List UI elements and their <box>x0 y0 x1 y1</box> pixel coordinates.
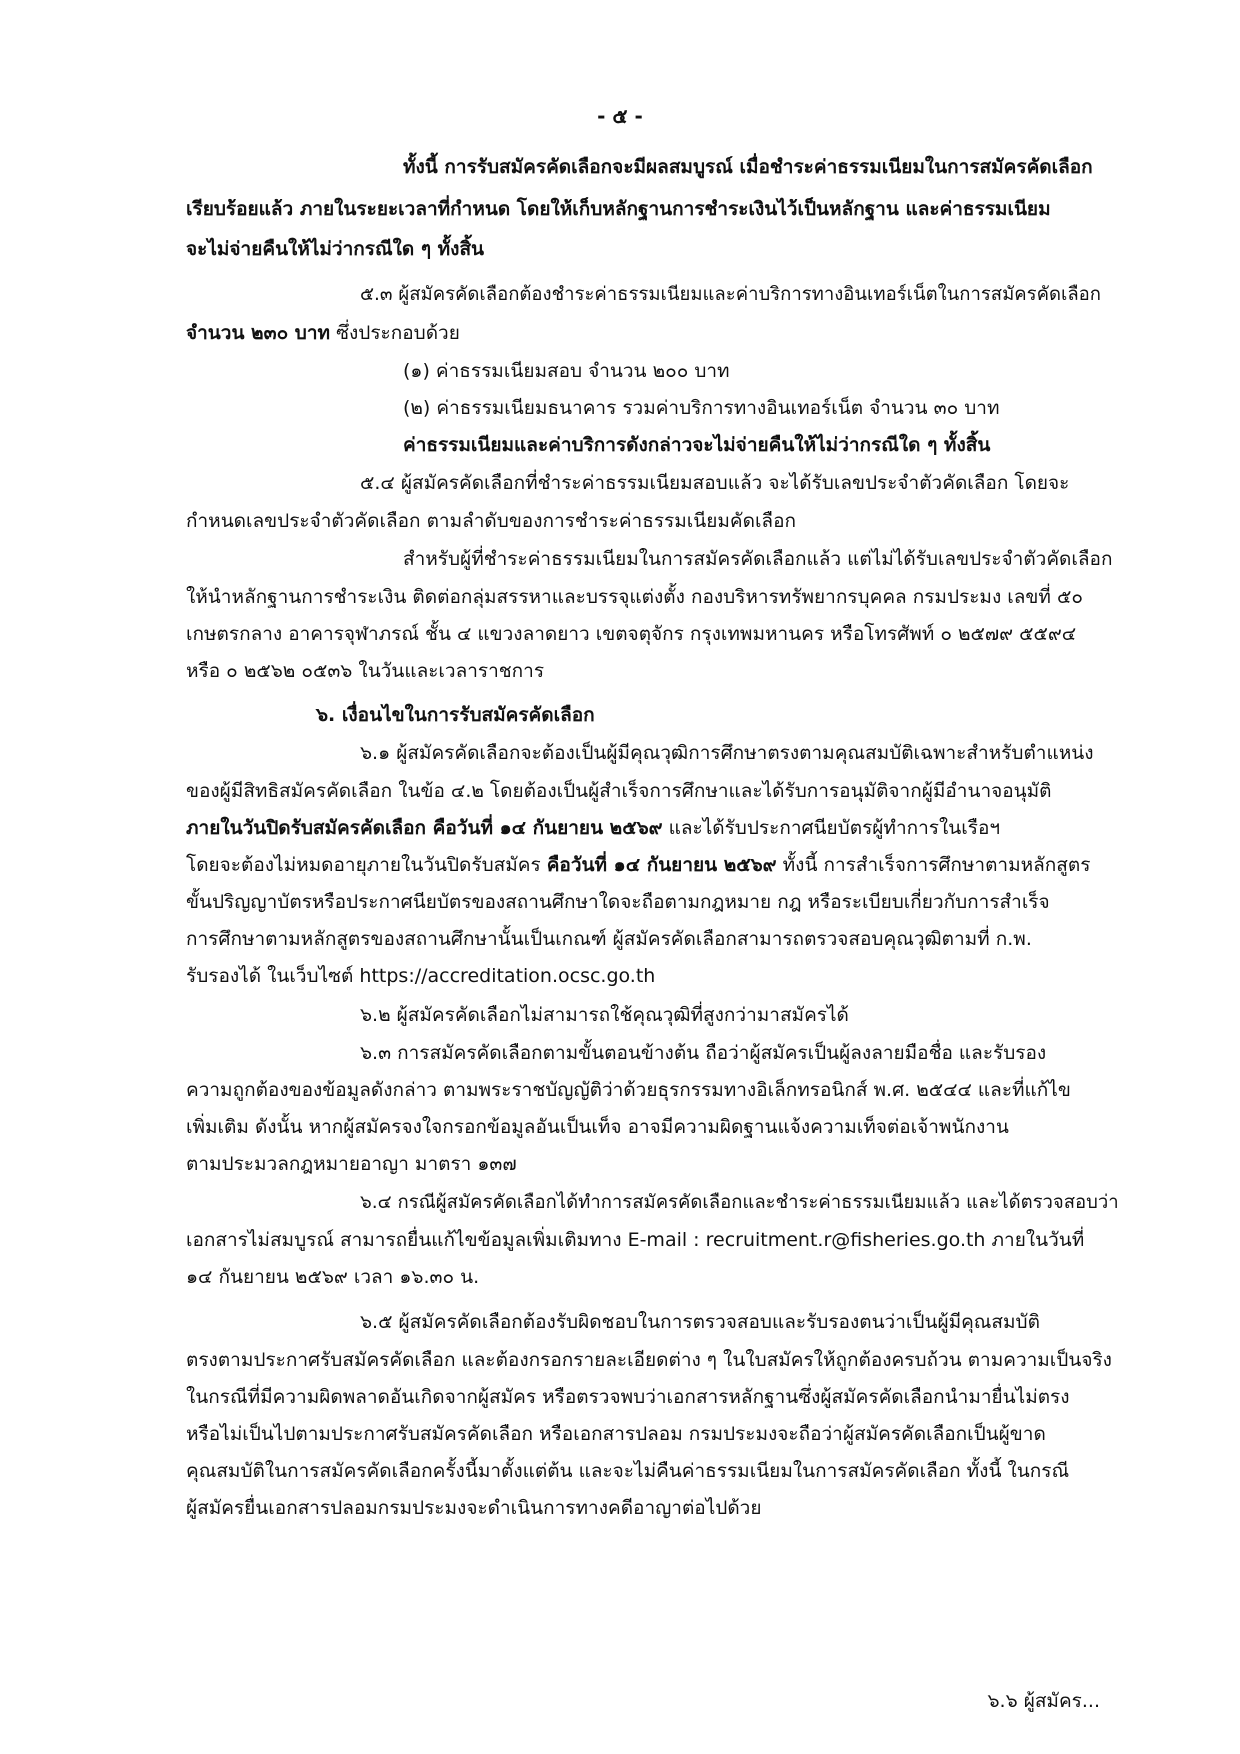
intro-line-1: ทั้งนี้ การรับสมัครคัดเลือกจะมีผลสมบูรณ์ เมื่อชำระค่าธรรมเนียมในการสมัครคัดเลือก <box>403 156 1093 178</box>
s5-3-line-2 <box>186 320 460 346</box>
s5-4-line-6: หรือ ๐ ๒๕๖๒ ๐๕๓๖ ในวันและเวลาราชการ <box>186 660 545 682</box>
s6-1-line-3 <box>186 815 1000 841</box>
s6-2: ๖.๒ ผู้สมัครคัดเลือกไม่สามารถใช้คุณวุฒิที่สูงกว่ามาสมัครได้ <box>360 1004 849 1026</box>
s6-3-line-3: เพิ่มเติม ดังนั้น หากผู้สมัครจงใจกรอกข้อมูลอันเป็นเท็จ อาจมีความผิดฐานแจ้งความเท็จต่อเจ้าพนักงาน <box>186 1116 1009 1138</box>
s6-1-line-6: การศึกษาตามหลักสูตรของสถานศึกษานั้นเป็นเกณฑ์ ผู้สมัครคัดเลือกสามารถตรวจสอบคุณวุฒิตามที่ ก.พ. <box>186 928 1032 950</box>
s6-4-line-2: เอกสารไม่สมบูรณ์ สามารถยื่นแก้ไขข้อมูลเพิ่มเติมทาง E-mail : recruitment.r@fisheries.go.th ภายในวันที่ <box>186 1229 1085 1251</box>
continuation-footer: ๖.๖ ผู้สมัคร... <box>987 1690 1100 1712</box>
s5-3-item-2: (๒) ค่าธรรมเนียมธนาคาร รวมค่าบริการทางอินเทอร์เน็ต จำนวน ๓๐ บาท <box>403 397 1000 419</box>
s6-5-line-5: คุณสมบัติในการสมัครคัดเลือกครั้งนี้มาตั้งแต่ต้น และจะไม่คืนค่าธรรมเนียมในการสมัครคัดเลือก ทั้งนี้ ในกรณี <box>186 1460 1070 1482</box>
s5-3-note: ค่าธรรมเนียมและค่าบริการดังกล่าวจะไม่จ่ายคืนให้ไม่ว่ากรณีใด ๆ ทั้งสิ้น <box>403 434 991 456</box>
section-6-heading: ๖. เงื่อนไขในการรับสมัครคัดเลือก <box>316 704 595 726</box>
s5-4-line-2: กำหนดเลขประจำตัวคัดเลือก ตามลำดับของการชำระค่าธรรมเนียมคัดเลือก <box>186 510 796 532</box>
s6-3-line-4: ตามประมวลกฎหมายอาญา มาตรา ๑๓๗ <box>186 1153 517 1175</box>
s6-4-line-1: ๖.๔ กรณีผู้สมัครคัดเลือกได้ทำการสมัครคัดเลือกและชำระค่าธรรมเนียมแล้ว และได้ตรวจสอบว่า <box>360 1192 1119 1213</box>
s6-4-line-3: ๑๔ กันยายน ๒๕๖๙ เวลา ๑๖.๓๐ น. <box>186 1266 480 1288</box>
page-number: - ๕ - <box>597 104 643 128</box>
s5-4-line-1: ๕.๔ ผู้สมัครคัดเลือกที่ชำระค่าธรรมเนียมสอบแล้ว จะได้รับเลขประจำตัวคัดเลือก โดยจะ <box>360 472 1070 494</box>
s6-1-line-2: ของผู้มีสิทธิสมัครคัดเลือก ในข้อ ๔.๒ โดยต้องเป็นผู้สำเร็จการศึกษาและได้รับการอนุมัติจากผู้มีอำนาจอนุมัติ <box>186 780 1052 802</box>
s5-3-line-1: ๕.๓ ผู้สมัครคัดเลือกต้องชำระค่าธรรมเนียมและค่าบริการทางอินเทอร์เน็ตในการสมัครคัดเลือก <box>360 284 1101 305</box>
s6-1-line-7: รับรองได้ ในเว็บไซต์ https://accreditation.ocsc.go.th <box>186 965 656 987</box>
s5-4-line-4: ให้นำหลักฐานการชำระเงิน ติดต่อกลุ่มสรรหาและบรรจุแต่งตั้ง กองบริหารทรัพยากรบุคคล กรมประมง เลขที่ ๕๐ <box>186 586 1083 608</box>
s6-1-line-1: ๖.๑ ผู้สมัครคัดเลือกจะต้องเป็นผู้มีคุณวุฒิการศึกษาตรงตามคุณสมบัติเฉพาะสำหรับตำแหน่ง <box>360 742 1094 764</box>
intro-line-2: เรียบร้อยแล้ว ภายในระยะเวลาที่กำหนด โดยให้เก็บหลักฐานการชำระเงินไว้เป็นหลักฐาน และค่าธรรมเนียม <box>186 198 1051 220</box>
s6-1-deadline: ภายในวันปิดรับสมัครคัดเลือก คือวันที่ ๑๔ กันยายน ๒๕๖๙ <box>186 817 663 839</box>
s6-5-line-1: ๖.๕ ผู้สมัครคัดเลือกต้องรับผิดชอบในการตรวจสอบและรับรองตนว่าเป็นผู้มีคุณสมบัติ <box>360 1311 1040 1333</box>
s6-1-line-4 <box>186 852 1090 878</box>
intro-line-3: จะไม่จ่ายคืนให้ไม่ว่ากรณีใด ๆ ทั้งสิ้น <box>186 238 485 260</box>
s5-3-item-1: (๑) ค่าธรรมเนียมสอบ จำนวน ๒๐๐ บาท <box>403 360 730 382</box>
s6-5-line-6: ผู้สมัครยื่นเอกสารปลอมกรมประมงจะดำเนินการทางคดีอาญาต่อไปด้วย <box>186 1497 762 1519</box>
s6-1-graduation: ทั้งนี้ การสำเร็จการศึกษาตามหลักสูตร <box>776 854 1091 876</box>
s6-3-line-2: ความถูกต้องของข้อมูลดังกล่าว ตามพระราชบัญญัติว่าด้วยธุรกรรมทางอิเล็กทรอนิกส์ พ.ศ. ๒๕๔๔ และที่แก้ไข <box>186 1079 1071 1101</box>
s5-4-line-5: เกษตรกลาง อาคารจุฬาภรณ์ ชั้น ๔ แขวงลาดยาว เขตจตุจักร กรุงเทพมหานคร หรือโทรศัพท์ ๐ ๒๕๗๙ ๕๕๙๔ <box>186 623 1077 645</box>
s6-5-line-2: ตรงตามประกาศรับสมัครคัดเลือก และต้องกรอกรายละเอียดต่าง ๆ ในใบสมัครให้ถูกต้องครบถ้วน ตามความเป็นจริง <box>186 1349 1112 1371</box>
s6-5-line-4: หรือไม่เป็นไปตามประกาศรับสมัครคัดเลือก หรือเอกสารปลอม กรมประมงจะถือว่าผู้สมัครคัดเลือกเป็นผู้ขาด <box>186 1423 1046 1445</box>
s5-4-line-3: สำหรับผู้ที่ชำระค่าธรรมเนียมในการสมัครคัดเลือกแล้ว แต่ไม่ได้รับเลขประจำตัวคัดเลือก <box>403 548 1113 570</box>
s6-5-line-3: ในกรณีที่มีความผิดพลาดอันเกิดจากผู้สมัคร หรือตรวจพบว่าเอกสารหลักฐานซึ่งผู้สมัครคัดเลือกนำมายื่นไม่ตรง <box>186 1386 1070 1408</box>
s6-3-line-1: ๖.๓ การสมัครคัดเลือกตามขั้นตอนข้างต้น ถือว่าผู้สมัครเป็นผู้ลงลายมือชื่อ และรับรอง <box>360 1042 1047 1064</box>
s5-3-amount: จำนวน ๒๓๐ บาท <box>186 322 331 344</box>
s6-1-deadline-date: คือวันที่ ๑๔ กันยายน ๒๕๖๙ <box>546 854 777 876</box>
s6-1-line-5: ขั้นปริญญาบัตรหรือประกาศนียบัตรของสถานศึกษาใดจะถือตามกฎหมาย กฎ หรือระเบียบเกี่ยวกับการสำเร็จ <box>186 891 1050 913</box>
s6-1-not-expired: โดยจะต้องไม่หมดอายุภายในวันปิดรับสมัคร <box>186 854 547 876</box>
s5-3-composed-of: ซึ่งประกอบด้วย <box>330 322 460 344</box>
s6-1-certificate: และได้รับประกาศนียบัตรผู้ทำการในเรือฯ <box>662 817 1001 839</box>
